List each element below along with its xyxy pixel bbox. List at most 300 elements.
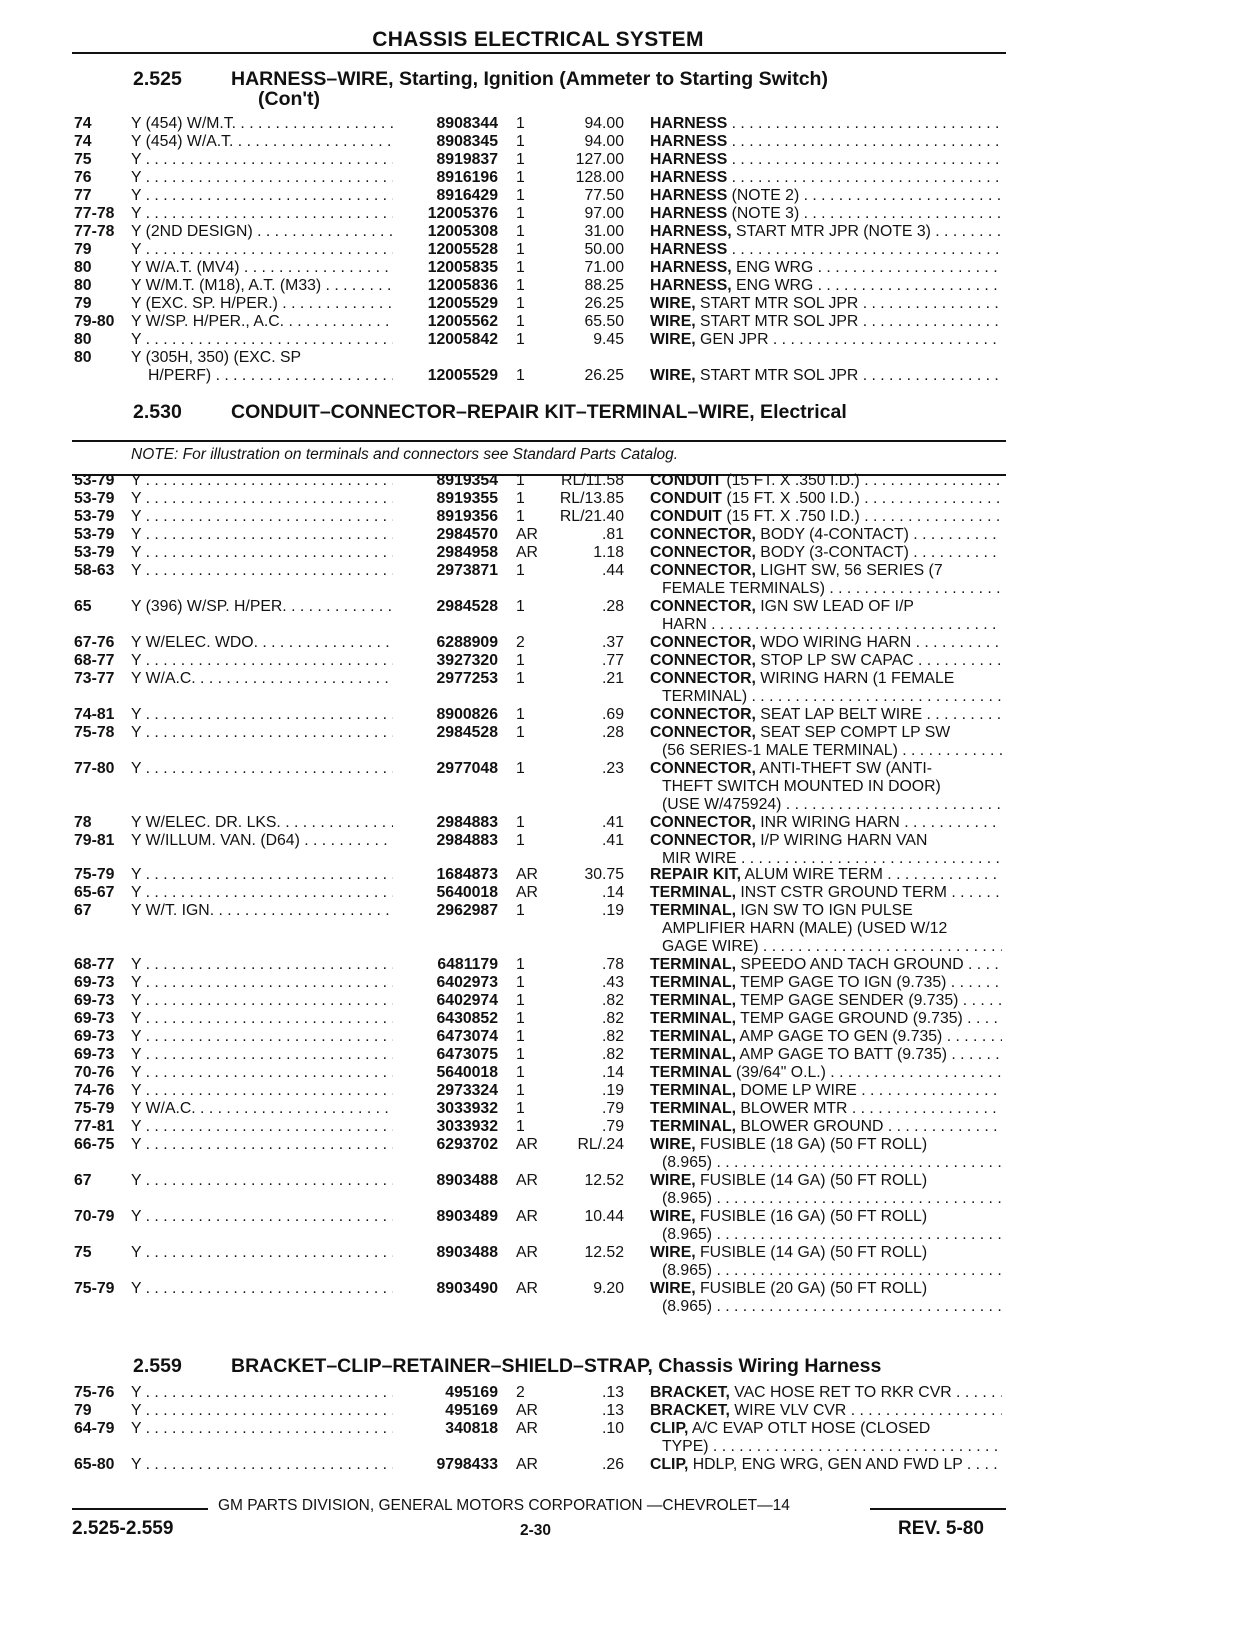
row-description-text: FUSIBLE (20 GA) (50 FT ROLL) bbox=[695, 1280, 928, 1297]
list-item-usage-line bbox=[0, 349, 1240, 367]
row-description bbox=[650, 956, 1002, 974]
row-part-number: 2973324 bbox=[436, 1082, 498, 1099]
row-description bbox=[650, 1118, 1002, 1136]
row-description bbox=[650, 1402, 1002, 1420]
row-quantity: AR bbox=[516, 1208, 538, 1225]
row-part-name: HARNESS bbox=[650, 169, 728, 186]
row-usage: Y W/A.C. . . . bbox=[131, 670, 393, 688]
row-description bbox=[650, 259, 1002, 277]
row-usage: Y . . . bbox=[131, 1136, 393, 1154]
row-description-continued: TERMINAL) . . . bbox=[662, 688, 1002, 706]
row-usage: Y . . . bbox=[131, 1384, 393, 1402]
row-usage: Y . . . bbox=[131, 1402, 393, 1420]
row-price: 12.52 bbox=[584, 1172, 624, 1189]
row-part-number: 8903488 bbox=[436, 1244, 498, 1261]
row-years: 80 bbox=[74, 331, 92, 348]
list-item bbox=[0, 974, 1240, 992]
row-part-name: HARNESS, bbox=[650, 223, 732, 240]
row-part-number: 8919837 bbox=[436, 151, 498, 168]
row-price: 30.75 bbox=[584, 866, 624, 883]
row-part-number: 8900826 bbox=[436, 706, 498, 723]
row-description-text: (39/64" O.L.) bbox=[731, 1064, 826, 1081]
list-item bbox=[0, 562, 1240, 580]
row-price: .13 bbox=[602, 1402, 624, 1419]
row-part-name: TERMINAL, bbox=[650, 1046, 736, 1063]
row-part-number: 6293702 bbox=[436, 1136, 498, 1153]
row-price: 50.00 bbox=[584, 241, 624, 258]
row-part-name: CONNECTOR, bbox=[650, 832, 756, 849]
row-years: 69-73 bbox=[74, 1010, 115, 1027]
row-description-text: WIRING HARN (1 FEMALE bbox=[755, 670, 955, 687]
row-description-text: START MTR SOL JPR bbox=[695, 295, 859, 312]
row-part-name: CLIP, bbox=[650, 1420, 689, 1437]
list-item bbox=[0, 1172, 1240, 1190]
row-description bbox=[650, 1082, 1002, 1100]
row-description-continued: (8.965) . . . bbox=[662, 1226, 1002, 1244]
row-description bbox=[650, 526, 1002, 544]
row-price: 94.00 bbox=[584, 133, 624, 150]
row-part-number: 8903488 bbox=[436, 1172, 498, 1189]
row-description-text: HDLP, ENG WRG, GEN AND FWD LP bbox=[688, 1456, 963, 1473]
row-description-text: TEMP GAGE SENDER (9.735) bbox=[736, 992, 959, 1009]
row-description-text: SEAT SEP COMPT LP SW bbox=[755, 724, 951, 741]
row-usage-continued: H/PERF) . . . bbox=[148, 367, 393, 385]
list-item bbox=[0, 544, 1240, 562]
row-years: 79 bbox=[74, 241, 92, 258]
row-years: 69-73 bbox=[74, 974, 115, 991]
row-part-name: TERMINAL, bbox=[650, 884, 736, 901]
row-price: RL/11.58 bbox=[561, 472, 624, 489]
row-description-text: TEMP GAGE GROUND (9.735) bbox=[736, 1010, 963, 1027]
row-part-name: WIRE, bbox=[650, 1208, 696, 1225]
row-years: 66-75 bbox=[74, 1136, 115, 1153]
row-usage: Y . . . bbox=[131, 956, 393, 974]
row-description-continued: HARN . . . bbox=[662, 616, 1002, 634]
row-price: .14 bbox=[602, 884, 624, 901]
list-item bbox=[0, 313, 1240, 331]
row-part-number: 8919356 bbox=[436, 508, 498, 525]
row-price: .19 bbox=[602, 902, 624, 919]
row-description-text: START MTR SOL JPR bbox=[695, 367, 859, 384]
row-part-number: 5640018 bbox=[436, 884, 498, 901]
list-item bbox=[0, 884, 1240, 902]
row-description bbox=[650, 544, 1002, 562]
row-price: .79 bbox=[602, 1100, 624, 1117]
row-usage: Y (305H, 350) (EXC. SP bbox=[131, 349, 302, 366]
row-description bbox=[650, 1244, 1002, 1262]
row-description-continued: (56 SERIES-1 MALE TERMINAL) . . . bbox=[662, 742, 1002, 760]
row-description bbox=[650, 508, 1002, 526]
list-item bbox=[0, 652, 1240, 670]
row-years: 75-79 bbox=[74, 866, 115, 883]
row-description-text: FUSIBLE (18 GA) (50 FT ROLL) bbox=[695, 1136, 928, 1153]
row-years: 75-79 bbox=[74, 1100, 115, 1117]
section-2-525-subtitle bbox=[258, 88, 320, 111]
row-part-name: CONNECTOR, bbox=[650, 526, 756, 543]
row-quantity: 1 bbox=[516, 956, 525, 973]
footer-revision: REV. 5-80 bbox=[898, 1518, 984, 1539]
list-item bbox=[0, 331, 1240, 349]
row-years: 68-77 bbox=[74, 956, 115, 973]
row-description bbox=[650, 562, 1002, 580]
row-quantity: 1 bbox=[516, 367, 525, 384]
row-description-text: ANTI-THEFT SW (ANTI- bbox=[755, 760, 933, 777]
row-part-name: TERMINAL, bbox=[650, 1100, 736, 1117]
row-part-name: REPAIR KIT, bbox=[650, 866, 741, 883]
section-number: 2.525 bbox=[133, 68, 182, 90]
row-usage: Y W/ELEC. DR. LKS. . . . bbox=[131, 814, 393, 832]
row-description bbox=[650, 652, 1002, 670]
row-part-name: CLIP, bbox=[650, 1456, 689, 1473]
row-description-text: (15 FT. X .500 I.D.) bbox=[721, 490, 860, 507]
row-usage: Y (2ND DESIGN) . . . bbox=[131, 223, 393, 241]
row-part-name: HARNESS bbox=[650, 115, 728, 132]
row-price: RL/21.40 bbox=[559, 508, 624, 525]
row-part-name: HARNESS bbox=[650, 205, 728, 222]
row-description bbox=[650, 902, 1002, 920]
row-usage: Y W/T. IGN. . . . bbox=[131, 902, 393, 920]
row-part-number: 12005529 bbox=[427, 367, 498, 384]
row-part-name: WIRE, bbox=[650, 1172, 696, 1189]
row-price: .10 bbox=[602, 1420, 624, 1437]
row-part-name: CONNECTOR, bbox=[650, 670, 756, 687]
list-item bbox=[0, 1456, 1240, 1474]
row-part-number: 495169 bbox=[445, 1402, 498, 1419]
row-part-number: 12005835 bbox=[427, 259, 498, 276]
row-part-number: 3033932 bbox=[436, 1118, 498, 1135]
row-usage: Y W/ILLUM. VAN. (D64) . . . bbox=[131, 832, 393, 850]
row-quantity: 1 bbox=[516, 472, 525, 489]
list-item bbox=[0, 508, 1240, 526]
row-price: RL/.24 bbox=[577, 1136, 624, 1153]
row-years: 77-78 bbox=[74, 223, 115, 240]
row-part-number: 2984528 bbox=[436, 724, 498, 741]
row-part-number: 2984958 bbox=[436, 544, 498, 561]
row-price: 12.52 bbox=[584, 1244, 624, 1261]
row-years: 75-78 bbox=[74, 724, 115, 741]
list-item bbox=[0, 670, 1240, 688]
row-part-number: 6430852 bbox=[436, 1010, 498, 1027]
row-description bbox=[650, 1280, 1002, 1298]
row-description-continued: (8.965) . . . bbox=[662, 1154, 1002, 1172]
row-description-continued: TYPE) . . . bbox=[662, 1438, 1002, 1456]
row-part-name: TERMINAL, bbox=[650, 974, 736, 991]
row-part-name: CONNECTOR, bbox=[650, 760, 756, 777]
row-years: 65-80 bbox=[74, 1456, 115, 1473]
row-description bbox=[650, 331, 1002, 349]
row-description-text: FUSIBLE (14 GA) (50 FT ROLL) bbox=[695, 1172, 928, 1189]
list-item bbox=[0, 1100, 1240, 1118]
row-part-number: 6473074 bbox=[436, 1028, 498, 1045]
row-part-number: 2973871 bbox=[436, 562, 498, 579]
row-part-name: WIRE, bbox=[650, 313, 696, 330]
row-description-text: DOME LP WIRE bbox=[736, 1082, 857, 1099]
row-description-text: IGN SW LEAD OF I/P bbox=[755, 598, 914, 615]
row-usage: Y . . . bbox=[131, 992, 393, 1010]
row-years: 74 bbox=[74, 115, 92, 132]
row-part-number: 8903490 bbox=[436, 1280, 498, 1297]
section-title: CONDUIT–CONNECTOR–REPAIR KIT–TERMINAL–WIRE, Electrical bbox=[231, 401, 847, 423]
list-item bbox=[0, 706, 1240, 724]
row-usage: Y . . . bbox=[131, 508, 393, 526]
row-quantity: 1 bbox=[516, 187, 525, 204]
row-part-name: CONDUIT bbox=[650, 508, 722, 525]
section-title: HARNESS–WIRE, Starting, Ignition (Ammeter to Starting Switch) bbox=[231, 68, 828, 90]
row-years: 64-79 bbox=[74, 1420, 115, 1437]
row-description bbox=[650, 634, 1002, 652]
row-price: 77.50 bbox=[584, 187, 624, 204]
row-description-text: BLOWER GROUND bbox=[736, 1118, 884, 1135]
row-part-number: 8903489 bbox=[436, 1208, 498, 1225]
row-description-continued: (8.965) . . . bbox=[662, 1262, 1002, 1280]
row-part-number: 2984883 bbox=[436, 832, 498, 849]
row-years: 79-80 bbox=[74, 313, 115, 330]
row-description-continued: (8.965) . . . bbox=[662, 1190, 1002, 1208]
row-years: 75 bbox=[74, 151, 92, 168]
row-part-number: 1684873 bbox=[436, 866, 498, 883]
row-description-text: WIRE VLV CVR bbox=[729, 1402, 847, 1419]
row-price: .81 bbox=[602, 526, 624, 543]
row-description-continued: MIR WIRE . . . bbox=[662, 850, 1002, 868]
row-price: 128.00 bbox=[575, 169, 624, 186]
row-description-text: SEAT LAP BELT WIRE bbox=[755, 706, 923, 723]
row-part-name: CONNECTOR, bbox=[650, 706, 756, 723]
row-years: 80 bbox=[74, 349, 92, 366]
row-description bbox=[650, 151, 1002, 169]
row-part-number: 8919355 bbox=[436, 490, 498, 507]
row-quantity: 1 bbox=[516, 115, 525, 132]
row-part-name: CONNECTOR, bbox=[650, 724, 756, 741]
row-part-name: TERMINAL bbox=[650, 1064, 732, 1081]
row-part-number: 8916196 bbox=[436, 169, 498, 186]
row-usage: Y (454) W/M.T. . . . bbox=[131, 115, 393, 133]
row-usage: Y . . . bbox=[131, 974, 393, 992]
row-description bbox=[650, 598, 1002, 616]
row-usage: Y . . . bbox=[131, 187, 393, 205]
list-item bbox=[0, 992, 1240, 1010]
row-usage: Y . . . bbox=[131, 1244, 393, 1262]
row-description bbox=[650, 814, 1002, 832]
row-part-name: TERMINAL, bbox=[650, 1028, 736, 1045]
row-years: 75-79 bbox=[74, 1280, 115, 1297]
row-part-name: TERMINAL, bbox=[650, 1010, 736, 1027]
row-quantity: 1 bbox=[516, 670, 525, 687]
row-description bbox=[650, 1208, 1002, 1226]
row-description bbox=[650, 187, 1002, 205]
row-quantity: 1 bbox=[516, 1064, 525, 1081]
section-number: 2.559 bbox=[133, 1355, 182, 1377]
row-description-text: ALUM WIRE TERM bbox=[741, 866, 883, 883]
row-years: 77-78 bbox=[74, 205, 115, 222]
row-description bbox=[650, 1064, 1002, 1082]
row-years: 53-79 bbox=[74, 544, 115, 561]
footer-page-number: 2-30 bbox=[520, 1522, 552, 1539]
row-part-name: TERMINAL, bbox=[650, 956, 736, 973]
row-part-number: 3927320 bbox=[436, 652, 498, 669]
row-quantity: 1 bbox=[516, 1028, 525, 1045]
row-part-number: 6481179 bbox=[437, 956, 498, 973]
row-quantity: 1 bbox=[516, 902, 525, 919]
row-quantity: 1 bbox=[516, 490, 525, 507]
list-item bbox=[0, 1082, 1240, 1100]
row-price: .82 bbox=[602, 992, 624, 1009]
row-description bbox=[650, 670, 1002, 688]
row-price: .19 bbox=[602, 1082, 624, 1099]
row-price: .79 bbox=[602, 1118, 624, 1135]
row-description bbox=[650, 1100, 1002, 1118]
row-description bbox=[650, 1172, 1002, 1190]
list-item bbox=[0, 598, 1240, 616]
row-price: 10.44 bbox=[584, 1208, 624, 1225]
row-years: 67 bbox=[74, 902, 92, 919]
list-item bbox=[0, 832, 1240, 850]
row-description bbox=[650, 1136, 1002, 1154]
row-part-number: 2977253 bbox=[436, 670, 498, 687]
row-part-number: 2984528 bbox=[436, 598, 498, 615]
row-description-text: INST CSTR GROUND TERM bbox=[736, 884, 947, 901]
row-description bbox=[650, 1028, 1002, 1046]
row-part-name: WIRE, bbox=[650, 295, 696, 312]
list-item bbox=[0, 133, 1240, 151]
row-description bbox=[650, 472, 1002, 490]
row-description bbox=[650, 706, 1002, 724]
row-quantity: AR bbox=[516, 1172, 538, 1189]
row-description bbox=[650, 1420, 1002, 1438]
row-description-text: BODY (3-CONTACT) bbox=[755, 544, 909, 561]
row-years: 53-79 bbox=[74, 490, 115, 507]
row-years: 75-76 bbox=[74, 1384, 115, 1401]
row-usage: Y (396) W/SP. H/PER. . . . bbox=[131, 598, 393, 616]
row-part-number: 340818 bbox=[445, 1420, 498, 1437]
row-price: .82 bbox=[602, 1028, 624, 1045]
row-part-name: BRACKET, bbox=[650, 1384, 730, 1401]
row-description-text: AMP GAGE TO BATT (9.735) bbox=[736, 1046, 947, 1063]
list-item bbox=[0, 490, 1240, 508]
row-price: 97.00 bbox=[584, 205, 624, 222]
row-description-text: A/C EVAP OTLT HOSE (CLOSED bbox=[688, 1420, 931, 1437]
row-usage: Y . . . bbox=[131, 884, 393, 902]
row-quantity: 1 bbox=[516, 706, 525, 723]
row-quantity: 1 bbox=[516, 832, 525, 849]
row-quantity: 1 bbox=[516, 1118, 525, 1135]
row-usage: Y . . . bbox=[131, 1456, 393, 1474]
row-quantity: 1 bbox=[516, 814, 525, 831]
list-item bbox=[0, 1064, 1240, 1082]
row-part-number: 6402973 bbox=[436, 974, 498, 991]
row-usage: Y . . . bbox=[131, 241, 393, 259]
row-part-name: HARNESS, bbox=[650, 259, 732, 276]
row-price: 94.00 bbox=[584, 115, 624, 132]
row-price: .82 bbox=[602, 1046, 624, 1063]
list-item bbox=[0, 169, 1240, 187]
row-part-number: 2977048 bbox=[436, 760, 498, 777]
row-part-number: 12005842 bbox=[427, 331, 498, 348]
row-part-number: 8908345 bbox=[436, 133, 498, 150]
list-item bbox=[0, 1244, 1240, 1262]
row-description bbox=[650, 724, 1002, 742]
row-quantity: 1 bbox=[516, 205, 525, 222]
row-price: 26.25 bbox=[584, 367, 624, 384]
list-item bbox=[0, 277, 1240, 295]
row-years: 53-79 bbox=[74, 508, 115, 525]
footer-section-range: 2.525-2.559 bbox=[72, 1518, 174, 1539]
list-item bbox=[0, 1420, 1240, 1438]
row-part-name: WIRE, bbox=[650, 1136, 696, 1153]
row-description bbox=[650, 1384, 1002, 1402]
list-item bbox=[0, 223, 1240, 241]
row-usage: Y . . . bbox=[131, 490, 393, 508]
row-quantity: 1 bbox=[516, 151, 525, 168]
row-part-number: 495169 bbox=[445, 1384, 498, 1401]
row-description bbox=[650, 313, 1002, 331]
page-header: CHASSIS ELECTRICAL SYSTEM bbox=[372, 28, 704, 51]
list-item bbox=[0, 1118, 1240, 1136]
row-part-number: 2984570 bbox=[436, 526, 498, 543]
row-description-continued: (USE W/475924) . . . bbox=[662, 796, 1002, 814]
row-usage: Y . . . bbox=[131, 205, 393, 223]
row-price: .21 bbox=[602, 670, 624, 687]
row-part-number: 6473075 bbox=[436, 1046, 498, 1063]
row-usage: Y . . . bbox=[131, 760, 393, 778]
row-part-name: WIRE, bbox=[650, 1244, 696, 1261]
row-quantity: AR bbox=[516, 544, 538, 561]
list-item bbox=[0, 956, 1240, 974]
row-part-number: 5640018 bbox=[436, 1064, 498, 1081]
row-usage: Y . . . bbox=[131, 724, 393, 742]
footer-rule-right bbox=[870, 1508, 1006, 1510]
row-description-text: TEMP GAGE TO IGN (9.735) bbox=[736, 974, 947, 991]
row-usage: Y W/M.T. (M18), A.T. (M33) . . . bbox=[131, 277, 393, 295]
row-description bbox=[650, 992, 1002, 1010]
row-price: 65.50 bbox=[584, 313, 624, 330]
row-price: .69 bbox=[602, 706, 624, 723]
row-quantity: 1 bbox=[516, 974, 525, 991]
row-part-name: CONDUIT bbox=[650, 490, 722, 507]
row-description bbox=[650, 1010, 1002, 1028]
row-quantity: AR bbox=[516, 1280, 538, 1297]
row-usage: Y W/ELEC. WDO. . . . bbox=[131, 634, 393, 652]
row-usage: Y W/A.T. (MV4) . . . bbox=[131, 259, 393, 277]
row-quantity: 1 bbox=[516, 1010, 525, 1027]
row-description-text: START MTR JPR (NOTE 3) bbox=[731, 223, 931, 240]
row-price: 9.20 bbox=[593, 1280, 624, 1297]
note-top-rule bbox=[72, 440, 1006, 442]
row-description-text: STOP LP SW CAPAC bbox=[755, 652, 914, 669]
row-years: 69-73 bbox=[74, 1046, 115, 1063]
row-quantity: AR bbox=[516, 1244, 538, 1261]
row-quantity: 1 bbox=[516, 223, 525, 240]
row-years: 53-79 bbox=[74, 526, 115, 543]
row-price: .41 bbox=[602, 814, 624, 831]
row-quantity: AR bbox=[516, 526, 538, 543]
row-usage: Y . . . bbox=[131, 1064, 393, 1082]
row-price: .44 bbox=[602, 562, 624, 579]
row-usage: Y . . . bbox=[131, 544, 393, 562]
row-quantity: 1 bbox=[516, 313, 525, 330]
row-years: 79-81 bbox=[74, 832, 115, 849]
list-item bbox=[0, 1280, 1240, 1298]
row-part-number: 3033932 bbox=[436, 1100, 498, 1117]
row-quantity: AR bbox=[516, 884, 538, 901]
row-quantity: 1 bbox=[516, 1100, 525, 1117]
row-description bbox=[650, 760, 1002, 778]
row-description bbox=[650, 832, 1002, 850]
header-rule bbox=[72, 52, 1006, 54]
row-usage: Y . . . bbox=[131, 706, 393, 724]
list-item bbox=[0, 814, 1240, 832]
row-usage: Y . . . bbox=[131, 1118, 393, 1136]
row-part-number: 6402974 bbox=[436, 992, 498, 1009]
